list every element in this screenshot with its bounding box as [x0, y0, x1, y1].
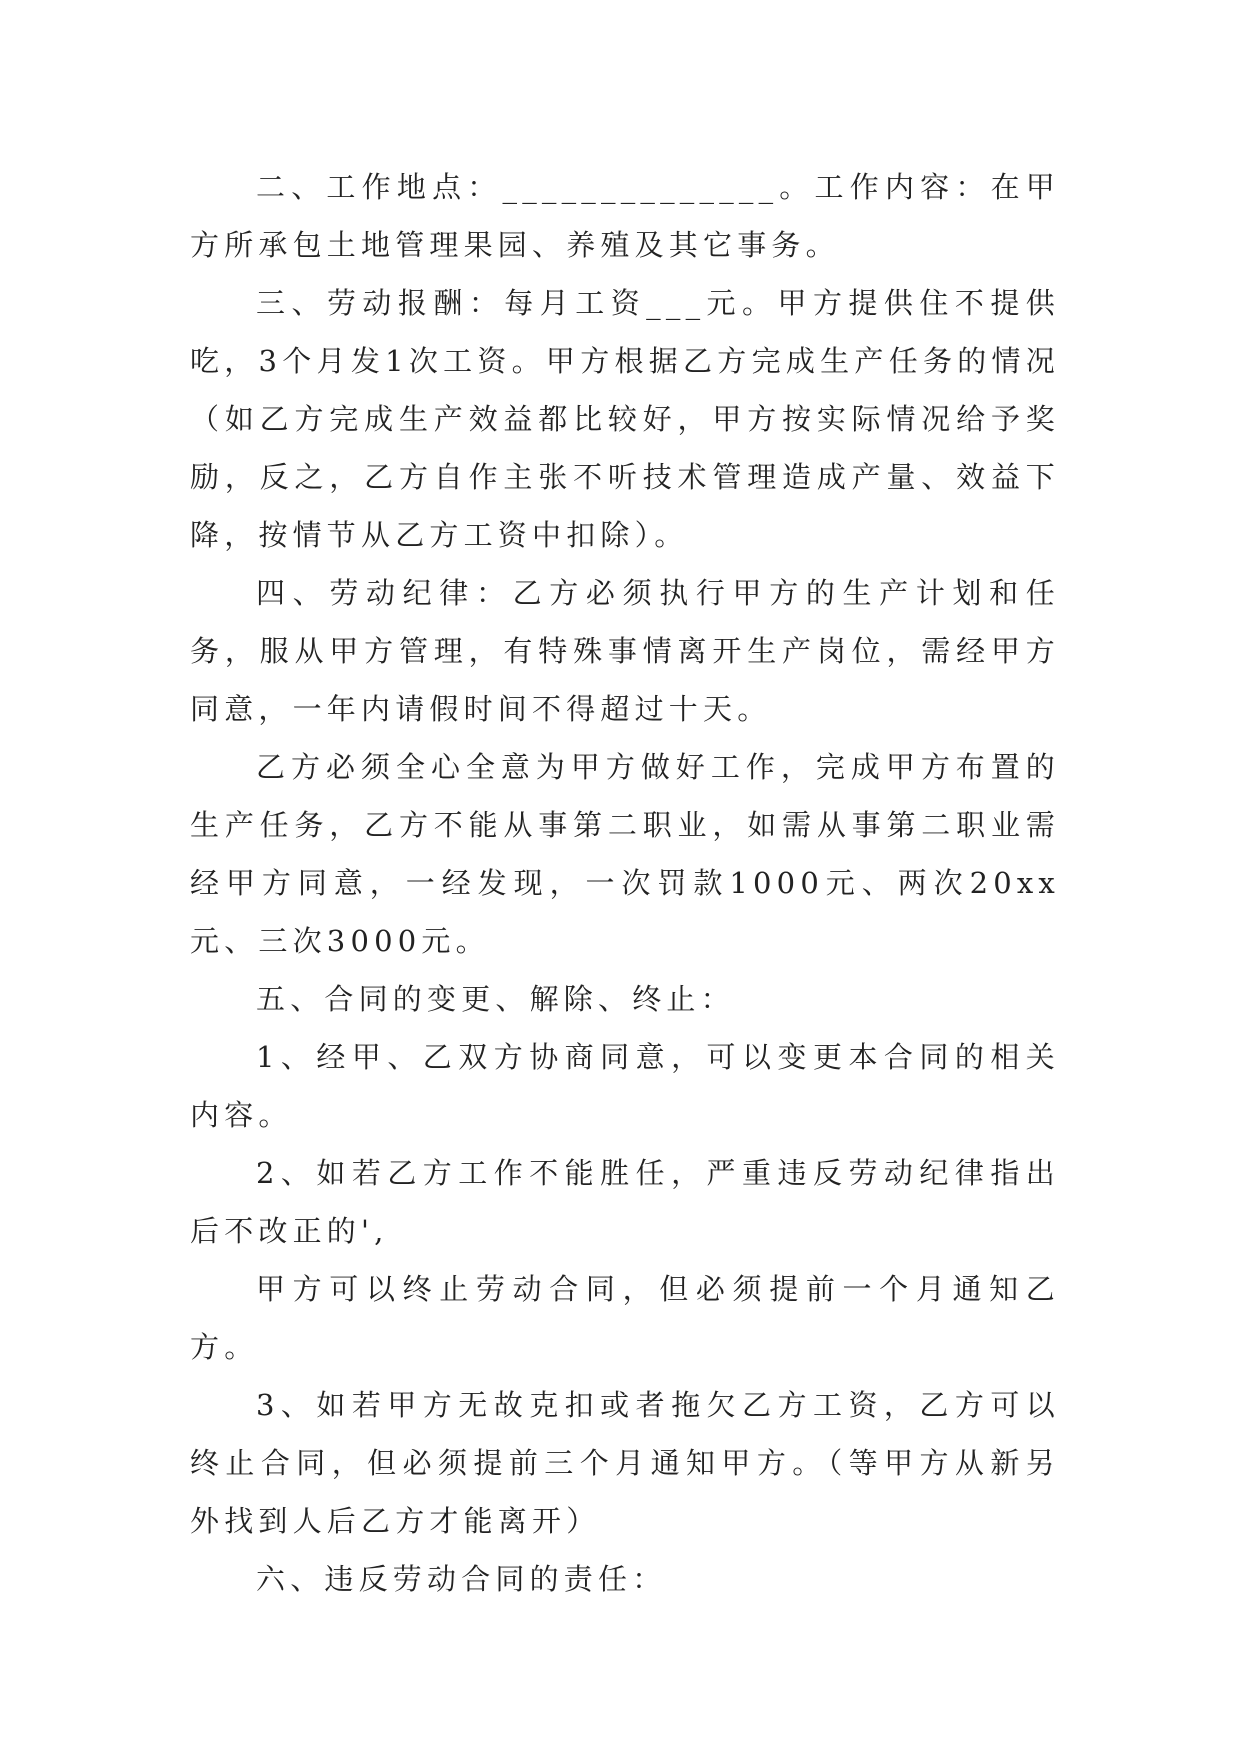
paragraph-contract-change-heading: 五、合同的变更、解除、终止： [256, 982, 735, 1016]
paragraph-remuneration: 三、劳动报酬：每月工资___元。甲方提供住不提供吃，3个月发1次工资。甲方根据乙方完成生产任务的情况（如乙方完成生产效益都比较好，甲方按实际情况给予奖励，反之，乙方自作主张不听技术管理造成产量、效益下降，按情节从乙方工资中扣除）。 [190, 286, 1060, 552]
paragraph-clause-3: 3、如若甲方无故克扣或者拖欠乙方工资，乙方可以终止合同，但必须提前三个月通知甲方。（等甲方从新另外找到人后乙方才能离开） [190, 1388, 1060, 1538]
document-body [190, 158, 1060, 1608]
paragraph-liability-heading: 六、违反劳动合同的责任： [256, 1562, 667, 1596]
paragraph-clause-2: 2、如若乙方工作不能胜任，严重违反劳动纪律指出后不改正的', [190, 1156, 1060, 1248]
paragraph-work-location: 二、工作地点：______________。工作内容：在甲方所承包土地管理果园、养殖及其它事务。 [190, 170, 1060, 262]
paragraph-clause-2-continued: 甲方可以终止劳动合同，但必须提前一个月通知乙方。 [190, 1272, 1060, 1364]
paragraph-dedication: 乙方必须全心全意为甲方做好工作，完成甲方布置的生产任务，乙方不能从事第二职业，如需从事第二职业需经甲方同意，一经发现，一次罚款1000元、两次20xx元、三次3000元。 [190, 750, 1060, 958]
paragraph-labor-discipline: 四、劳动纪律：乙方必须执行甲方的生产计划和任务，服从甲方管理，有特殊事情离开生产岗位，需经甲方同意，一年内请假时间不得超过十天。 [190, 576, 1060, 726]
paragraph-clause-1: 1、经甲、乙双方协商同意，可以变更本合同的相关内容。 [190, 1040, 1060, 1132]
